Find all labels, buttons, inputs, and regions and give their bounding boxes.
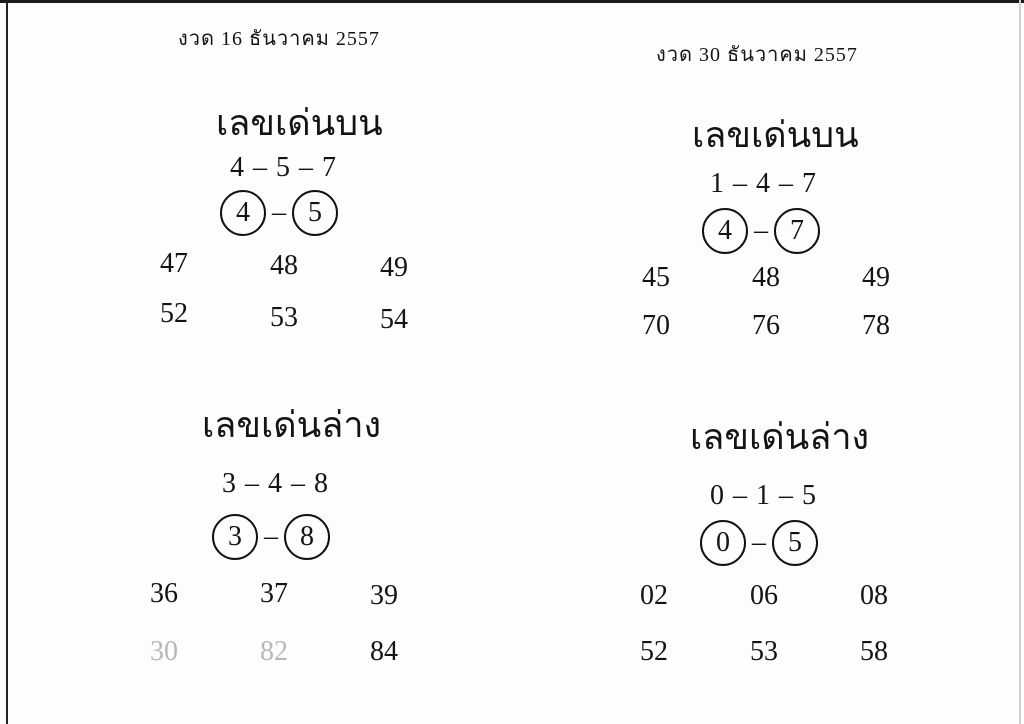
circled-digit: 5: [292, 190, 338, 236]
number: 58: [860, 636, 888, 667]
number: 53: [750, 636, 778, 667]
pair-dash: –: [754, 215, 768, 246]
number: 70: [642, 310, 670, 341]
number: 49: [380, 252, 408, 283]
circled-digit: 7: [774, 208, 820, 254]
number: 37: [260, 578, 288, 609]
bottom-pair: [212, 514, 330, 560]
number: 84: [370, 636, 398, 667]
pair-dash: –: [272, 197, 286, 228]
number: 54: [380, 304, 408, 335]
number: 52: [640, 636, 668, 667]
page-right-edge: [1019, 0, 1021, 724]
pair-dash: –: [752, 527, 766, 558]
number: 48: [270, 250, 298, 281]
number: 06: [750, 580, 778, 611]
top-heading: เลขเด่นบน: [692, 115, 859, 156]
number: 49: [862, 262, 890, 293]
circled-digit: 0: [700, 520, 746, 566]
number: 82: [260, 636, 288, 667]
top-sequence: 4 – 5 – 7: [230, 152, 337, 183]
draw-date: งวด 16 ธันวาคม 2557: [178, 28, 380, 50]
circled-digit: 5: [772, 520, 818, 566]
pair-dash: –: [264, 521, 278, 552]
draw-column-right: [630, 0, 910, 724]
number: 39: [370, 580, 398, 611]
top-heading: เลขเด่นบน: [216, 103, 383, 144]
draw-date: งวด 30 ธันวาคม 2557: [656, 44, 858, 66]
number: 45: [642, 262, 670, 293]
circled-digit: 8: [284, 514, 330, 560]
top-pair: [220, 190, 338, 236]
circled-digit: 4: [702, 208, 748, 254]
top-pair: [702, 208, 820, 254]
number: 47: [160, 248, 188, 279]
number: 02: [640, 580, 668, 611]
bottom-sequence: 0 – 1 – 5: [710, 480, 817, 511]
number: 48: [752, 262, 780, 293]
circled-digit: 3: [212, 514, 258, 560]
number: 52: [160, 298, 188, 329]
draw-column-left: [150, 0, 430, 724]
number: 76: [752, 310, 780, 341]
bottom-heading: เลขเด่นล่าง: [202, 405, 382, 446]
circled-digit: 4: [220, 190, 266, 236]
number: 36: [150, 578, 178, 609]
bottom-pair: [700, 520, 818, 566]
number: 53: [270, 302, 298, 333]
number: 30: [150, 636, 178, 667]
bottom-heading: เลขเด่นล่าง: [690, 417, 870, 458]
page-left-edge: [6, 0, 8, 724]
number: 08: [860, 580, 888, 611]
top-sequence: 1 – 4 – 7: [710, 168, 817, 199]
number: 78: [862, 310, 890, 341]
bottom-sequence: 3 – 4 – 8: [222, 468, 329, 499]
